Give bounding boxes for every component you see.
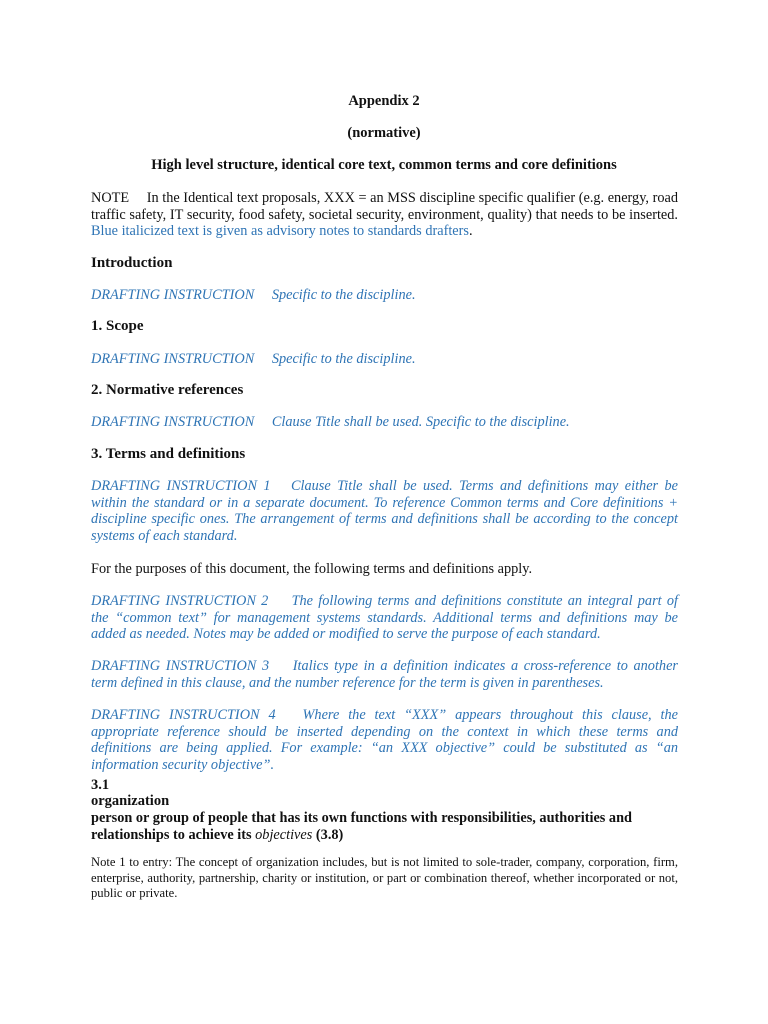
terms-instruction-4	[91, 707, 678, 773]
note-paragraph	[91, 190, 678, 240]
purposes-paragraph: For the purposes of this document, the following terms and definitions apply.	[91, 561, 533, 577]
document-heading: High level structure, identical core text, common terms and core definitions	[151, 157, 617, 173]
appendix-title: Appendix 2	[348, 93, 420, 109]
scope-title: Scope	[106, 318, 144, 334]
definition-xref: objectives	[255, 826, 313, 843]
terms-instruction-3	[91, 658, 678, 691]
instruction-text: The following terms and definitions constitute an integral part of the “common text” for management systems standards. Additional terms and definitions may be added as needed. Notes may be added or modified to serve the purpose of each standard.	[91, 593, 678, 643]
normative-title: Normative references	[106, 382, 244, 398]
instruction-label: DRAFTING INSTRUCTION 3	[91, 658, 270, 674]
terms-title: Terms and definitions	[105, 446, 246, 462]
instruction-label: DRAFTING INSTRUCTION 2	[91, 593, 269, 609]
instruction-label: DRAFTING INSTRUCTION	[91, 414, 255, 430]
note-label: NOTE	[91, 190, 130, 206]
introduction-instruction	[91, 287, 678, 304]
instruction-label: DRAFTING INSTRUCTION	[91, 351, 255, 367]
terms-instruction-2	[91, 593, 678, 643]
instruction-label: DRAFTING INSTRUCTION	[91, 287, 255, 303]
appendix-subtitle: (normative)	[347, 125, 421, 141]
instruction-text: Clause Title shall be used. Terms and definitions may either be within the standard or in a separate document. To reference Common terms and Core definitions + discipline specific ones. The arrangement of terms and definitions shall be according to the concept systems of each standard.	[91, 478, 678, 544]
instruction-text: Italics type in a definition indicates a cross-reference to another term defined in this clause, and the number reference for the term is given in parentheses.	[91, 658, 678, 691]
instruction-label: DRAFTING INSTRUCTION 1	[91, 478, 271, 494]
note-end: .	[468, 223, 473, 240]
note-advisory: Blue italicized text is given as advisory notes to standards drafters	[91, 223, 469, 240]
definition-note: Note 1 to entry: The concept of organization includes, but is not limited to sole-trader, company, corporation, firm, enterprise, authority, partnership, charity or institution, or part or combination thereof, whether incorporated or not, public or private.	[91, 855, 678, 901]
definition-term: organization	[91, 793, 170, 809]
definition-body: person or group of people that has its own functions with responsibilities, authorities and relationships to achieve its	[91, 810, 632, 843]
scope-heading	[91, 318, 144, 335]
terms-heading	[91, 446, 245, 463]
definition-xref-number: (3.8)	[315, 826, 344, 843]
terms-number: 3.	[91, 446, 103, 462]
instruction-text: Clause Title shall be used. Specific to the discipline.	[271, 414, 570, 430]
normative-instruction	[91, 414, 678, 431]
instruction-text: Specific to the discipline.	[271, 287, 416, 303]
instruction-text: Where the text “XXX” appears throughout this clause, the appropriate reference should be inserted depending on the context in which these terms and definitions are being applied. For example: “an XXX objective” could be substituted as “an information security objective”.	[91, 707, 678, 773]
normative-heading	[91, 382, 243, 399]
note-text: In the Identical text proposals, XXX = an MSS discipline specific qualifier (e.g. energy, road traffic safety, IT security, food safety, societal security, environment, quality) that needs to be inserted.	[91, 190, 679, 223]
scope-number: 1.	[91, 318, 103, 334]
definition-number: 3.1	[91, 777, 110, 793]
introduction-heading: Introduction	[91, 255, 173, 271]
scope-instruction	[91, 351, 678, 368]
terms-instruction-1	[91, 478, 678, 544]
instruction-text: Specific to the discipline.	[271, 351, 416, 367]
definition-text	[91, 810, 701, 843]
instruction-label: DRAFTING INSTRUCTION 4	[91, 707, 276, 723]
normative-number: 2.	[91, 382, 103, 398]
